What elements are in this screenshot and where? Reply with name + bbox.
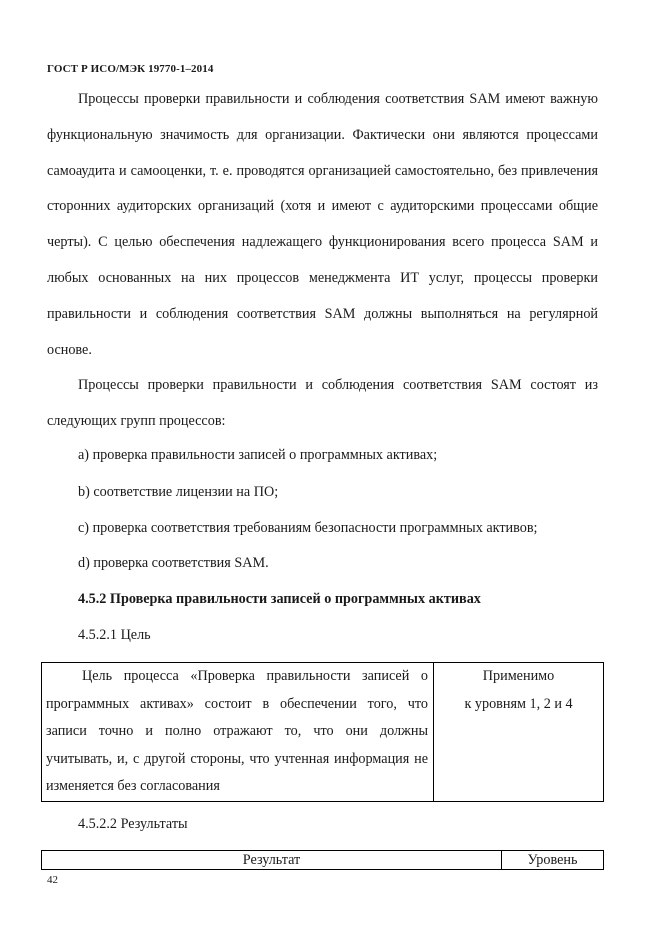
applicability-line1: Применимо: [482, 668, 555, 684]
page-number: 42: [47, 874, 58, 886]
results-table: [41, 850, 604, 870]
section-heading: 4.5.2 Проверка правильности записей о программных активах: [78, 591, 481, 607]
level-column-header: Уровень: [502, 851, 604, 870]
goal-label: 4.5.2.1 Цель: [78, 627, 151, 643]
results-label: 4.5.2.2 Результаты: [78, 816, 188, 832]
results-column-header: Результат: [42, 851, 502, 870]
goal-description: Цель процесса «Проверка правильности записей о программных активах» состоит в обеспечении того, что записи точно и полно отражают то, что они должны учитывать, и, с другой стороны, что учтенная информация не изменяется без согласования: [46, 668, 428, 794]
list-item-c: c) проверка соответствия требованиям безопасности программных активов;: [78, 520, 538, 536]
list-item-b: b) соответствие лицензии на ПО;: [78, 484, 279, 500]
paragraph-intro: Процессы проверки правильности и соблюдения соответствия SAM имеют важную функциональную значимость для организации. Фактически они являются процессами самоаудита и самооценки, т. е. проводятся организацией самостоятельно, без привлечения сторонних аудиторских организаций (хотя и имеют с аудиторскими процессами общие черты). С целью обеспечения надлежащего функционирования всего процесса SAM и любых основанных на них процессов менеджмента ИТ услуг, процессы проверки правильности и соблюдения соответствия SAM должны выполняться на регулярной основе.: [47, 91, 598, 358]
list-item-d: d) проверка соответствия SAM.: [78, 555, 269, 571]
goal-description-cell: [42, 663, 434, 802]
document-header: ГОСТ Р ИСО/МЭК 19770-1–2014: [47, 63, 214, 75]
goal-table: [41, 662, 604, 802]
goal-applicability-cell: [434, 663, 604, 802]
list-item-a: a) проверка правильности записей о программных активах;: [78, 447, 438, 463]
paragraph-groups: Процессы проверки правильности и соблюдения соответствия SAM состоят из следующих групп процессов:: [47, 377, 598, 429]
applicability-line2: к уровням 1, 2 и 4: [464, 695, 573, 712]
